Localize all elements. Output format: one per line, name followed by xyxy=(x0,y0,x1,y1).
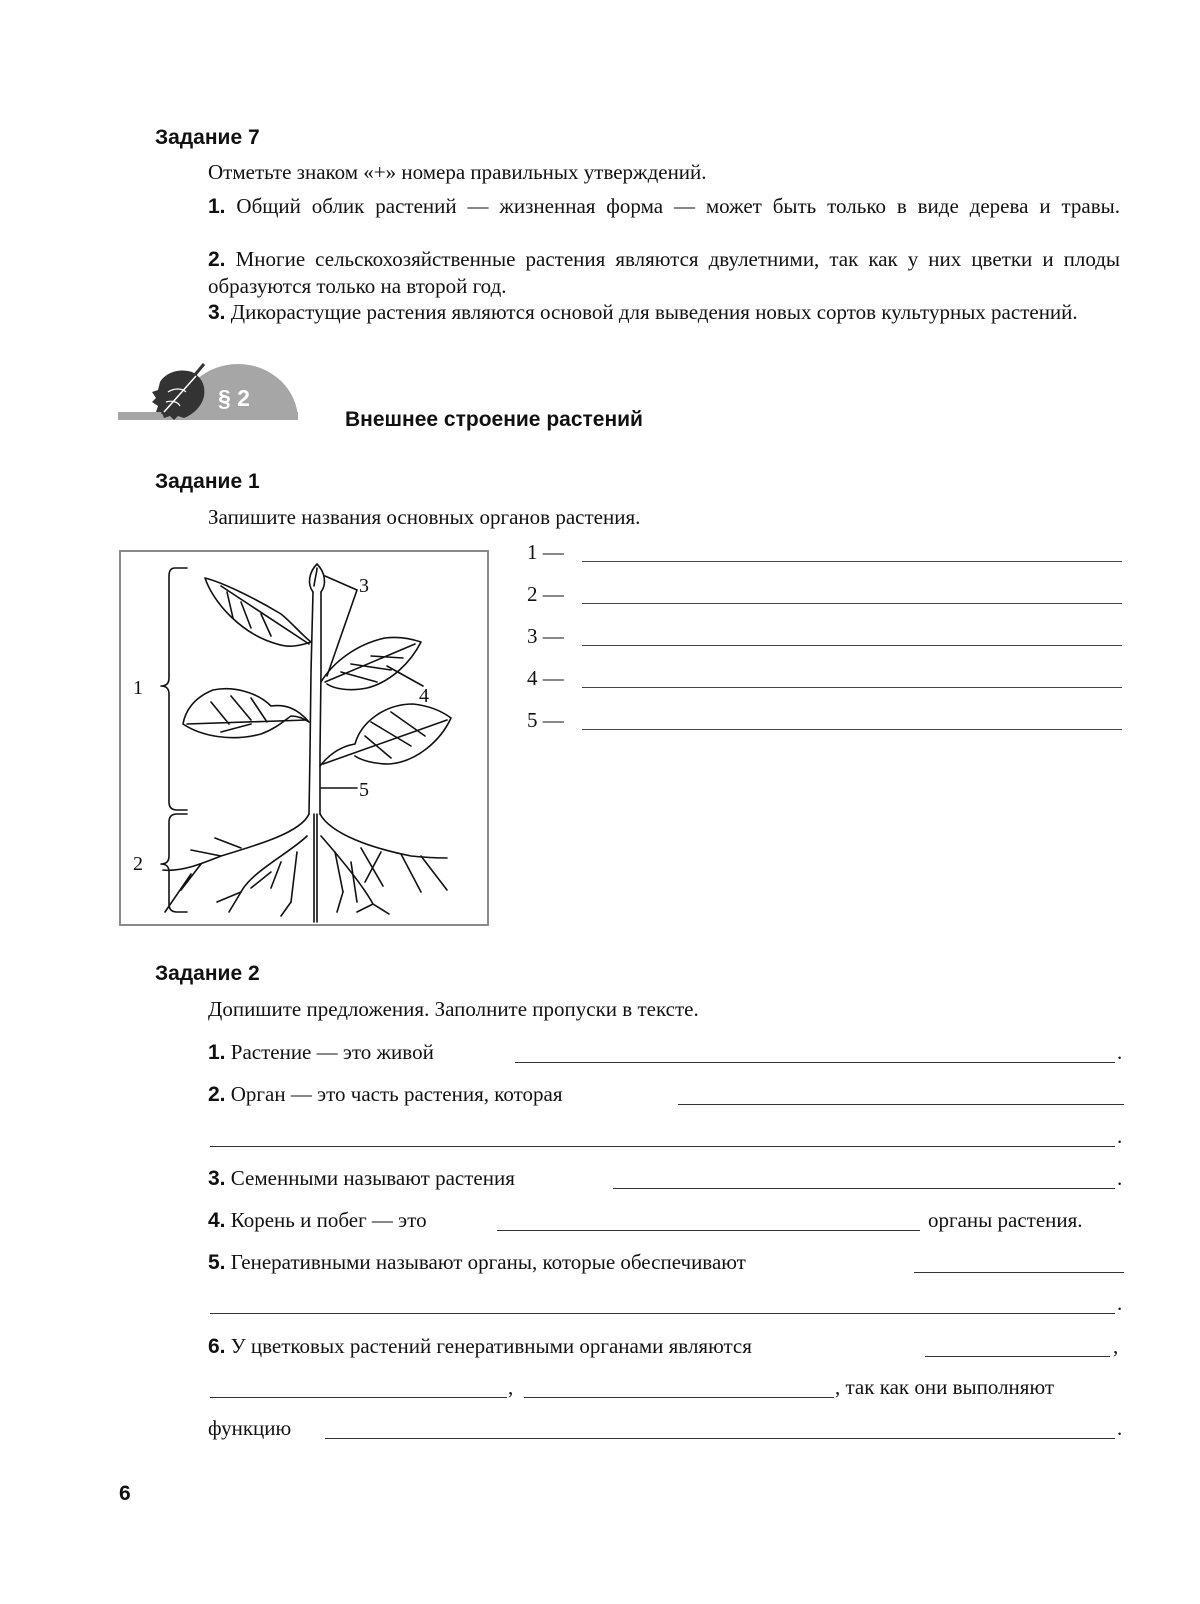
period: . xyxy=(1117,1291,1123,1315)
statement-text: Общий облик растений — жизненная форма — может быть только в виде дерева и травы. xyxy=(236,194,1120,218)
item-text: Семенными называют растения xyxy=(230,1166,515,1190)
label-5: 5 xyxy=(359,779,369,801)
task2-item-6 xyxy=(208,1334,752,1364)
statement-number: 1. xyxy=(208,195,226,218)
answer-row-1 xyxy=(527,540,1122,570)
bud-pointer xyxy=(325,576,357,676)
period: . xyxy=(1117,1416,1123,1440)
task2-item-6-blank-b[interactable] xyxy=(210,1397,507,1398)
item-number: 2. xyxy=(208,1083,226,1106)
answer-input-5[interactable] xyxy=(582,729,1122,730)
comma: , xyxy=(1113,1334,1119,1358)
statement-text: Многие сельскохозяйственные растения являются двулетними, так как у них цветки и плоды образуются только на второй год. xyxy=(208,247,1121,298)
task2-item-2-blank-b[interactable] xyxy=(210,1146,1115,1147)
task2-item-5-blank-b[interactable] xyxy=(210,1313,1115,1314)
task2-item-3-blank[interactable] xyxy=(613,1188,1115,1189)
item-number: 1. xyxy=(208,1041,226,1064)
task2-item-2 xyxy=(208,1082,563,1112)
answer-label: 1 — xyxy=(527,540,564,564)
answer-row-4 xyxy=(527,666,1122,696)
label-2: 2 xyxy=(133,853,143,875)
answer-row-5 xyxy=(527,708,1122,738)
label-4: 4 xyxy=(419,685,429,707)
page-number: 6 xyxy=(119,1482,131,1505)
task2-item-1-blank[interactable] xyxy=(515,1062,1115,1063)
shoot-bracket xyxy=(161,568,187,810)
item-6-func: функцию xyxy=(208,1416,292,1440)
task2-item-4-blank[interactable] xyxy=(497,1230,920,1231)
task2-item-3 xyxy=(208,1166,515,1196)
root-bracket xyxy=(161,814,187,912)
item-text: Орган — это часть растения, которая xyxy=(230,1082,563,1106)
section-badge xyxy=(118,362,303,432)
answer-input-2[interactable] xyxy=(582,603,1122,604)
item-4-suffix: органы растения. xyxy=(928,1208,1083,1232)
section-title: Внешнее строение растений xyxy=(345,408,643,431)
item-number: 3. xyxy=(208,1167,226,1190)
item-number: 6. xyxy=(208,1335,226,1358)
task7-statement-1 xyxy=(208,193,1120,220)
answer-row-2 xyxy=(527,582,1122,612)
section-badge-label: § 2 xyxy=(218,385,250,411)
answer-label: 2 — xyxy=(527,582,564,606)
label-1: 1 xyxy=(133,677,143,699)
item-text: Корень и побег — это xyxy=(230,1208,427,1232)
answer-label: 5 — xyxy=(527,708,564,732)
task2-item-2-blank-a[interactable] xyxy=(678,1104,1124,1105)
task7-statement-3 xyxy=(208,299,1120,326)
comma: , xyxy=(508,1375,514,1399)
plant-illustration xyxy=(121,552,487,924)
answer-input-4[interactable] xyxy=(582,687,1122,688)
task2-instruction: Допишите предложения. Заполните пропуски в тексте. xyxy=(208,997,699,1021)
task2-item-1 xyxy=(208,1040,434,1070)
answer-label: 3 — xyxy=(527,624,564,648)
item-text: У цветковых растений генеративными органами являются xyxy=(230,1334,752,1358)
task2-title: Задание 2 xyxy=(155,962,260,985)
task2-item-4 xyxy=(208,1208,427,1238)
answer-row-3 xyxy=(527,624,1122,654)
task7-instruction: Отметьте знаком «+» номера правильных утверждений. xyxy=(208,160,707,184)
statement-text: Дикорастущие растения являются основой для выведения новых сортов культурных растений. xyxy=(230,300,1078,324)
label-3: 3 xyxy=(359,575,369,597)
item-number: 4. xyxy=(208,1209,226,1232)
period: . xyxy=(1117,1166,1123,1190)
item-text: Растение — это живой xyxy=(230,1040,434,1064)
task2-item-6-blank-a[interactable] xyxy=(925,1356,1110,1357)
answer-label: 4 — xyxy=(527,666,564,690)
item-6-middle: , так как они выполняют xyxy=(835,1375,1055,1399)
period: . xyxy=(1117,1124,1123,1148)
task7-statement-2 xyxy=(208,246,1120,300)
task2-item-5 xyxy=(208,1250,746,1280)
leaf-icon xyxy=(148,362,218,424)
task2-item-6-blank-d[interactable] xyxy=(325,1438,1115,1439)
answer-input-1[interactable] xyxy=(582,561,1122,562)
task1-title: Задание 1 xyxy=(155,470,260,493)
item-number: 5. xyxy=(208,1251,226,1274)
statement-number: 3. xyxy=(208,301,226,324)
period: . xyxy=(1117,1040,1123,1064)
task7-title: Задание 7 xyxy=(155,126,260,149)
item-text: Генеративными называют органы, которые обеспечивают xyxy=(230,1250,746,1274)
plant-diagram xyxy=(119,550,489,926)
task2-item-5-blank-a[interactable] xyxy=(914,1272,1124,1273)
statement-number: 2. xyxy=(208,248,226,271)
task2-item-6-blank-c[interactable] xyxy=(524,1397,834,1398)
task1-instruction: Запишите названия основных органов растения. xyxy=(208,505,641,529)
answer-input-3[interactable] xyxy=(582,645,1122,646)
